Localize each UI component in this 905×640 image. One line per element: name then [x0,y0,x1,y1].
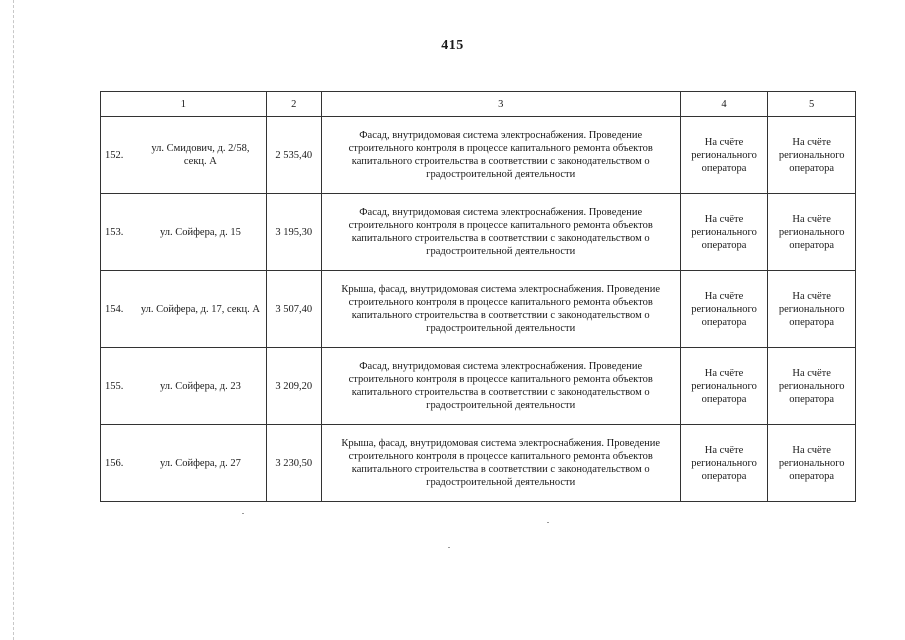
row-number: 152. [105,149,124,161]
col4-value: На счёте регионального оператора [680,194,768,271]
address-cell [101,425,267,502]
col5-value: На счёте регионального оператора [768,271,856,348]
works-description: Крыша, фасад, внутридомовая система электроснабжения. Проведение строительного контроля в процессе капитального ремонта объектов капитального строительства в соответствии с законодательством о градостроительной деятельности [321,425,680,502]
table-body [101,117,856,502]
col4-value: На счёте регионального оператора [680,425,768,502]
table-row [101,194,856,271]
header-col-3: 3 [321,92,680,117]
works-description: Фасад, внутридомовая система электроснабжения. Проведение строительного контроля в процессе капитального ремонта объектов капитального строительства в соответствии с законодательством о градостроительной деятельности [321,348,680,425]
address-cell [101,348,267,425]
works-description: Фасад, внутридомовая система электроснабжения. Проведение строительного контроля в процессе капитального ремонта объектов капитального строительства в соответствии с законодательством о градостроительной деятельности [321,194,680,271]
row-number: 156. [105,457,124,469]
row-number: 153. [105,226,124,238]
scan-speck [448,547,450,548]
address: ул. Сойфера, д. 17, секц. А [140,303,260,315]
address: ул. Сойфера, д. 23 [159,380,241,392]
table-row [101,348,856,425]
table-header [101,92,856,117]
col4-value: На счёте регионального оператора [680,117,768,194]
header-col-5: 5 [768,92,856,117]
col5-value: На счёте регионального оператора [768,348,856,425]
cost-value: 3 230,50 [266,425,321,502]
col5-value: На счёте регионального оператора [768,117,856,194]
table-row [101,425,856,502]
table-row [101,271,856,348]
address: ул. Сойфера, д. 27 [159,457,241,469]
address: ул. Сойфера, д. 15 [159,226,241,238]
row-number: 154. [105,303,124,315]
header-col-2: 2 [266,92,321,117]
col4-value: На счёте регионального оператора [680,271,768,348]
address-cell [101,271,267,348]
works-description: Фасад, внутридомовая система электроснабжения. Проведение строительного контроля в процессе капитального ремонта объектов капитального строительства в соответствии с законодательством о градостроительной деятельности [321,117,680,194]
address: ул. Смидович, д. 2/58, секц. А [151,143,250,167]
cost-value: 3 209,20 [266,348,321,425]
scan-speck [242,513,244,514]
cost-value: 3 195,30 [266,194,321,271]
capital-repair-table [100,91,856,502]
col4-value: На счёте регионального оператора [680,348,768,425]
header-row [101,92,856,117]
row-number: 155. [105,380,124,392]
header-col-4: 4 [680,92,768,117]
address-cell [101,117,267,194]
scan-speck [547,522,549,523]
cost-value: 3 507,40 [266,271,321,348]
col5-value: На счёте регионального оператора [768,194,856,271]
address-cell [101,194,267,271]
col5-value: На счёте регионального оператора [768,425,856,502]
header-col-1: 1 [101,92,267,117]
scan-margin-line [13,0,14,640]
page-number: 415 [441,38,464,53]
cost-value: 2 535,40 [266,117,321,194]
works-description: Крыша, фасад, внутридомовая система электроснабжения. Проведение строительного контроля в процессе капитального ремонта объектов капитального строительства в соответствии с законодательством о градостроительной деятельности [321,271,680,348]
table-row [101,117,856,194]
